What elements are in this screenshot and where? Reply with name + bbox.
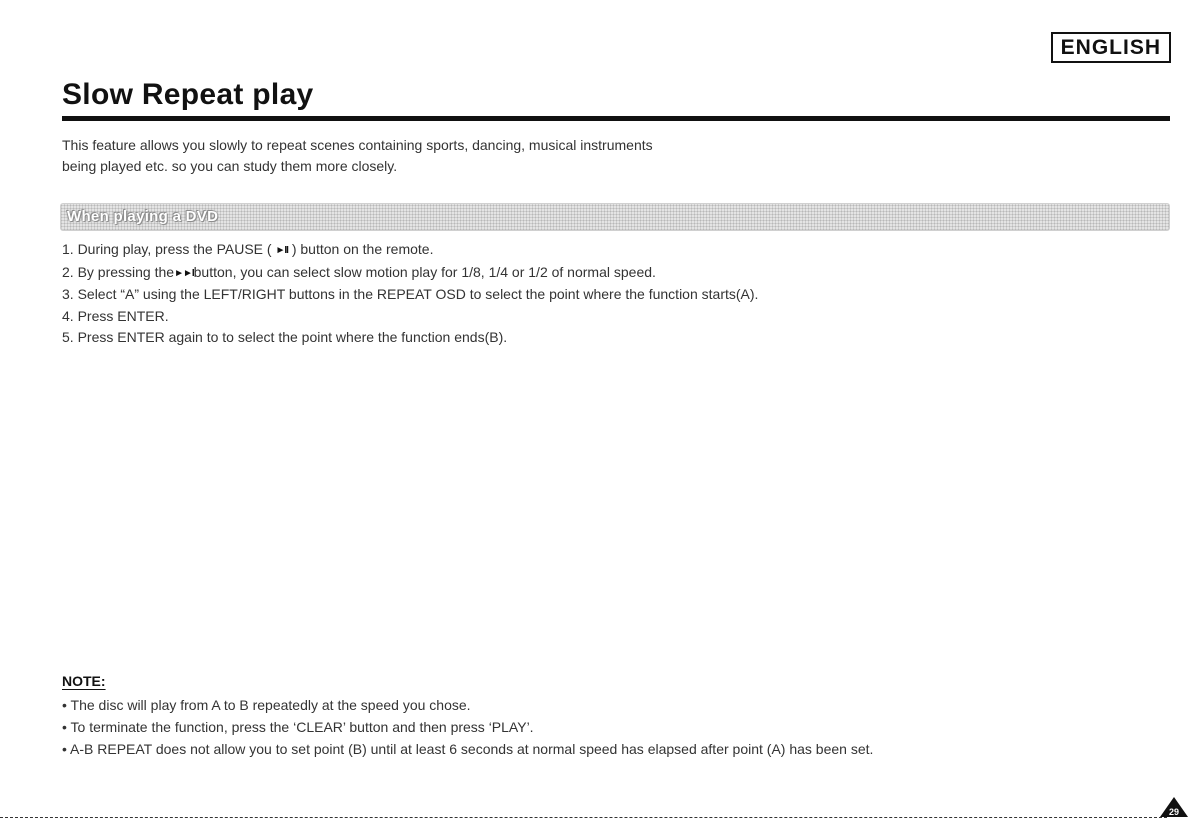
list-item: 4. Press ENTER. [62, 307, 169, 324]
section-header-bar [60, 203, 1170, 231]
play-pause-icon: ►II [275, 245, 288, 256]
list-item: • A-B REPEAT does not allow you to set point (B) until at least 6 seconds at normal speed has elapsed after point (A) has been set. [62, 741, 874, 757]
list-item [62, 262, 1162, 285]
list-item: 3. Select “A” using the LEFT/RIGHT buttons in the REPEAT OSD to select the point where the function starts(A). [62, 286, 759, 302]
section-title: When playing a DVD [67, 208, 219, 225]
step-text: button, you can select slow motion play for 1/8, 1/4 or 1/2 of normal speed. [193, 263, 656, 280]
intro-line: being played etc. so you can study them more closely. [62, 158, 398, 174]
intro-paragraph [62, 135, 1062, 177]
steps-list [62, 239, 1162, 349]
list-item [62, 239, 1162, 262]
notes-list [62, 694, 1162, 760]
page-number: 29 [1168, 807, 1180, 817]
note-heading: NOTE: [62, 673, 106, 689]
footer-divider [0, 817, 1167, 818]
step-text: 2. By pressing the [62, 263, 175, 280]
list-item: • To terminate the function, press the ‘CLEAR’ button and then press ‘PLAY’. [62, 719, 534, 735]
intro-line: This feature allows you slowly to repeat scenes containing sports, dancing, musical instruments [62, 137, 653, 153]
step-text: 1. During play, press the PAUSE ( [62, 241, 276, 257]
title-divider [62, 116, 1170, 121]
language-badge: ENGLISH [1051, 32, 1171, 63]
page-title: Slow Repeat play [62, 78, 314, 111]
skip-forward-icon: ►►I [174, 267, 194, 279]
step-text: ) button on the remote. [287, 241, 434, 257]
list-item: • The disc will play from A to B repeatedly at the speed you chose. [62, 697, 471, 713]
list-item: 5. Press ENTER again to to select the point where the function ends(B). [62, 329, 508, 345]
triangle-page-icon [1159, 796, 1189, 818]
